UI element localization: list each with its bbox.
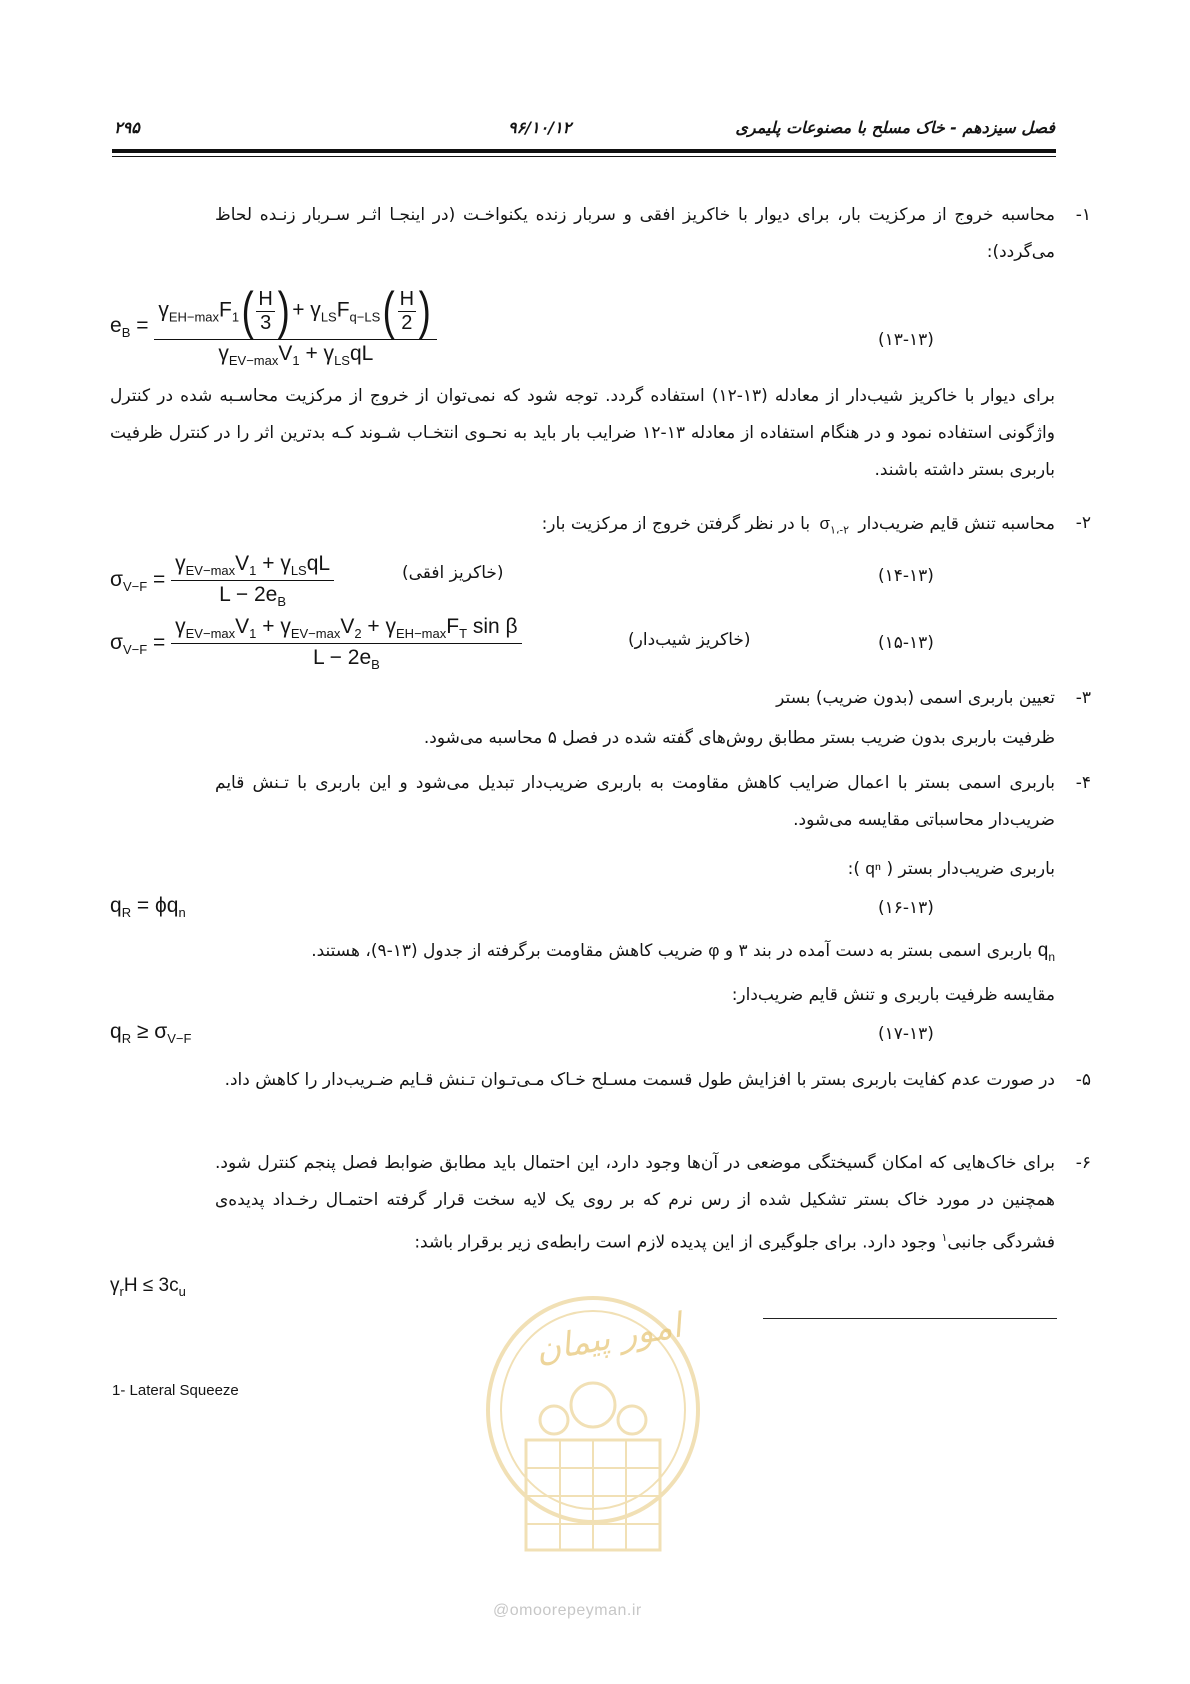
item-3-text: تعیین باربری اسمی (بدون ضریب) بستر <box>776 688 1055 708</box>
equation-lateral-squeeze: $\gamma_rH \le 3c_u$ <box>110 1275 186 1299</box>
item-2 <box>215 505 1091 549</box>
equation-13-13-number: (۱۳-۱۳) <box>878 330 934 350</box>
item-6-number: ۶- <box>1075 1153 1091 1173</box>
item-2-text-a: محاسبه تنش قایم ضریب‌دار <box>858 514 1055 534</box>
equation-14-13: $\sigma_{V-F}$ = $\frac{\gamma_{EV-max}V_1 + \gamma_{LS}qL}{L - 2e_B}$ <box>110 552 334 609</box>
paragraph-qn-definition <box>110 932 1055 976</box>
watermark-site: @omoorepeyman.ir <box>493 1602 642 1619</box>
equation-15-13-label: (خاکریز شیب‌دار) <box>628 630 751 650</box>
equation-13-13: $e_B$ = $\gamma_{EH-max}F_1$ ( $\frac{H}{3}$ ) + $\gamma_{LS}F_{q-LS}$ ( $\frac{H}{2}$ ) $\gamma_{EV-max}V_1 + \gamma_{LS}qL$ <box>110 285 437 368</box>
item-6-text-b: وجود دارد. برای جلوگیری از این پدیده لازم است رابطه‌ی زیر برقرار باشد: <box>414 1232 942 1253</box>
equation-16-13-number: (۱۶-۱۳) <box>878 898 934 918</box>
qn-symbol: q <box>1037 940 1049 961</box>
paragraph-unfactored-capacity: ظرفیت باربری بدون ضریب بستر مطابق روش‌های گفته شده در فصل ۵ محاسبه می‌شود. <box>423 728 1055 748</box>
factored-label-q: qⁿ <box>865 859 882 878</box>
item-6 <box>215 1145 1091 1262</box>
item-5-number: ۵- <box>1075 1070 1091 1090</box>
equation-14-13-label: (خاکریز افقی) <box>402 563 504 583</box>
item-2-sigma-sub: ۱،-۲ <box>829 524 849 537</box>
factored-label-a: باربری ضریب‌دار بستر ( <box>886 859 1055 879</box>
phi-symbol: φ <box>708 941 720 960</box>
item-4-number: ۴- <box>1075 773 1091 793</box>
item-4-text: باربری اسمی بستر با اعمال ضرایب کاهش مقاومت به باربری ضریب‌دار تبدیل می‌شود و این باربری با تـنش قایم ضریب‌دار محاسباتی مقایسه می‌شود. <box>215 773 1055 830</box>
item-3 <box>215 680 1091 717</box>
header-rule-thin <box>112 156 1056 157</box>
item-4 <box>215 765 1091 839</box>
watermark-logo-text: امور پیمان <box>532 1305 685 1371</box>
item-6-footnote-ref: ۱ <box>941 1231 948 1244</box>
item-2-number: ۲- <box>1075 513 1091 533</box>
header-date: ۹۶/۱۰/۱۲ <box>508 118 572 137</box>
item-2-sigma: σ <box>819 514 830 533</box>
paragraph-factored-capacity-label <box>110 850 1055 888</box>
item-1 <box>215 197 1091 271</box>
equation-14-13-number: (۱۴-۱۳) <box>878 566 934 586</box>
item-2-text-b: با در نظر گرفتن خروج از مرکزیت بار: <box>541 514 811 534</box>
equation-17-13: $q_R \ge \sigma_{V-F}$ <box>110 1020 192 1047</box>
paragraph-comparison: مقایسه ظرفیت باربری و تنش قایم ضریب‌دار: <box>731 985 1055 1005</box>
item-3-number: ۳- <box>1075 688 1091 708</box>
paragraph-sloped-backfill: برای دیوار با خاکریز شیب‌دار از معادله (۱۳-۱۲) استفاده گردد. توجه شود که نمی‌توان از خروج از مرکزیت محاسـبه شده در کنترل واژگونی استفاده نمود و در هنگام استفاده از معادله ۱۳-۱۲ ضرایب بار باید به نحـوی انتخـاب شـوند کـه بدترین اثر را در کنترل ظرفیت باربری بستر داشته باشند. <box>110 386 1055 480</box>
footnote-text: 1- Lateral Squeeze <box>112 1382 239 1399</box>
equation-15-13-number: (۱۵-۱۳) <box>878 633 934 653</box>
page-number: ۲۹۵ <box>114 118 140 137</box>
qn-subscript: n <box>1048 949 1055 964</box>
equation-15-13: $\sigma_{V-F}$ = $\frac{\gamma_{EV-max}V_1 + \gamma_{EV-max}V_2 + \gamma_{EH-max}F_T \sin \beta}{L - 2e_B}$ <box>110 615 522 672</box>
factored-label-b: ): <box>847 859 860 879</box>
item-5 <box>215 1062 1091 1099</box>
item-5-text: در صورت عدم کفایت باربری بستر با افزایش طول قسمت مسـلح خـاک مـی‌تـوان تـنش قـایم ضـریب‌دار را کاهش داد. <box>224 1070 1055 1090</box>
qn-text-b: ضریب کاهش مقاومت برگرفته از جدول (۱۳-۹)، هستند. <box>311 941 703 961</box>
footnote-rule <box>763 1318 1057 1319</box>
equation-17-13-number: (۱۷-۱۳) <box>878 1024 934 1044</box>
header-rule-thick <box>112 149 1056 153</box>
item-6-text-a: برای خاک‌هایی که امکان گسیختگی موضعی در آن‌ها وجود دارد، این احتمال باید مطابق ضوابط فصل پنجم کنترل شود. همچنین در مورد خاک بستر تشکیل شده از رس نرم که بر روی یک لایه سخت قرار گرفته احتمـال رخـداد پدیده‌ی فشردگی جانبی <box>215 1153 1055 1253</box>
item-1-text: محاسبه خروج از مرکزیت بار، برای دیوار با خاکریز افقی و سربار زنده یکنواخـت (در اینجـا اثـر سـربار زنـده لحاظ می‌گردد): <box>215 205 1055 262</box>
chapter-title: فصل سیزدهم - خاک مسلح با مصنوعات پلیمری <box>735 118 1055 137</box>
item-1-number: ۱- <box>1075 205 1091 225</box>
equation-16-13: $q_R = \phi q_n$ <box>110 894 186 921</box>
qn-text-a: باربری اسمی بستر به دست آمده در بند ۳ و <box>719 941 1033 961</box>
